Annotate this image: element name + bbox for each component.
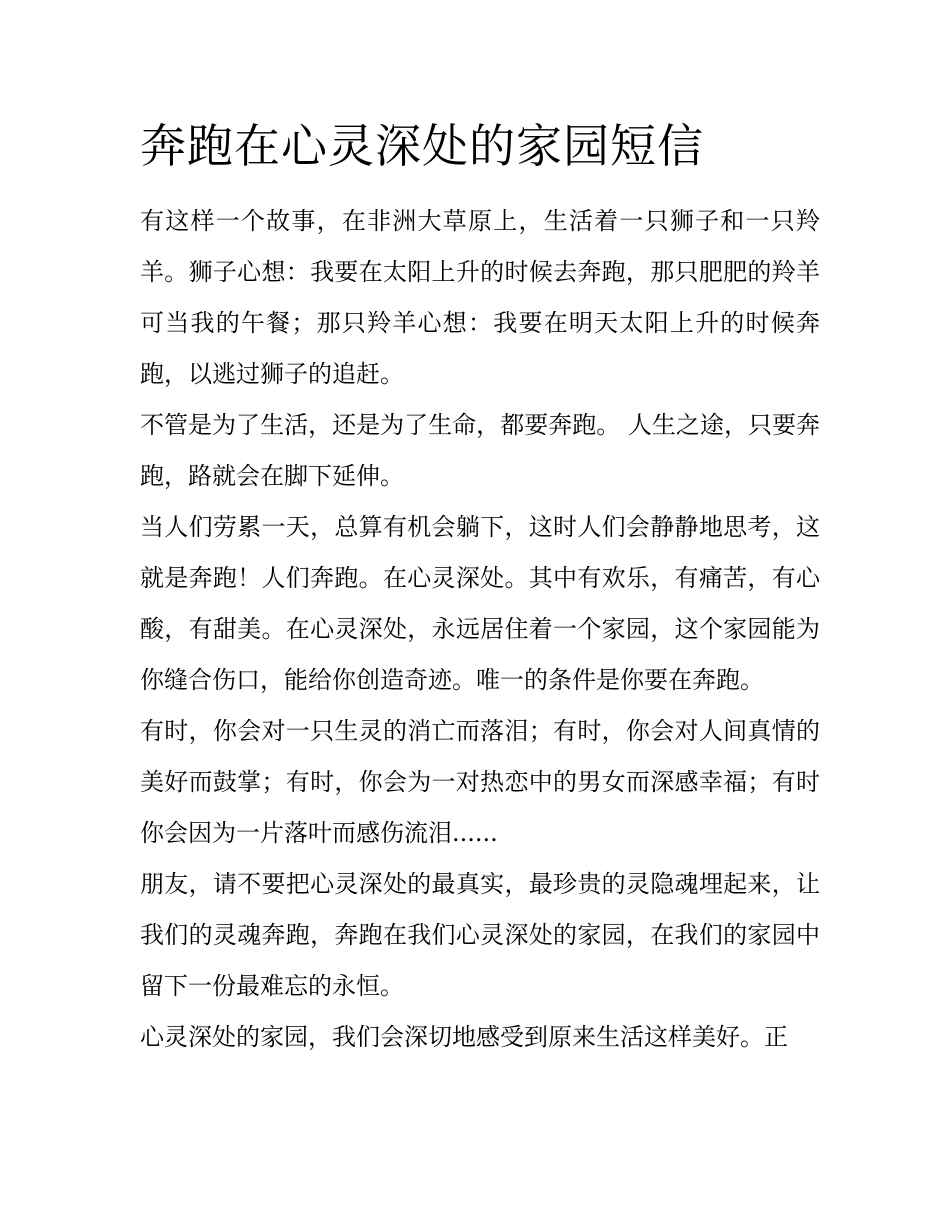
paragraph-1: 有这样一个故事，在非洲大草原上，生活着一只狮子和一只羚羊。狮子心想：我要在太阳上升的时候去奔跑，那只肥肥的羚羊可当我的午餐；那只羚羊心想：我要在明天太阳上升的时候奔跑，以逃过狮子的追赶。: [140, 207, 820, 388]
paragraph-3: 当人们劳累一天，总算有机会躺下，这时人们会静静地思考，这就是奔跑！人们奔跑。在心灵深处。其中有欢乐，有痛苦，有心酸，有甜美。在心灵深处，永远居住着一个家园，这个家园能为你缝合伤口，能给你创造奇迹。唯一的条件是你要在奔跑。: [140, 513, 820, 694]
paragraph-2: 不管是为了生活，还是为了生命，都要奔跑。 人生之途，只要奔跑，路就会在脚下延伸。: [140, 411, 820, 490]
paragraph-6: 心灵深处的家园，我们会深切地感受到原来生活这样美好。正: [140, 1023, 788, 1051]
paragraph-4: 有时，你会对一只生灵的消亡而落泪；有时，你会对人间真情的美好而鼓掌；有时，你会为一对热恋中的男女而深感幸福；有时你会因为一片落叶而感伤流泪......: [140, 717, 820, 847]
document-body: [140, 196, 820, 1063]
document-title: 奔跑在心灵深处的家园短信: [140, 119, 704, 173]
paragraph-5: 朋友，请不要把心灵深处的最真实，最珍贵的灵隐魂埋起来，让我们的灵魂奔跑，奔跑在我们心灵深处的家园，在我们的家园中留下一份最难忘的永恒。: [140, 870, 820, 1000]
